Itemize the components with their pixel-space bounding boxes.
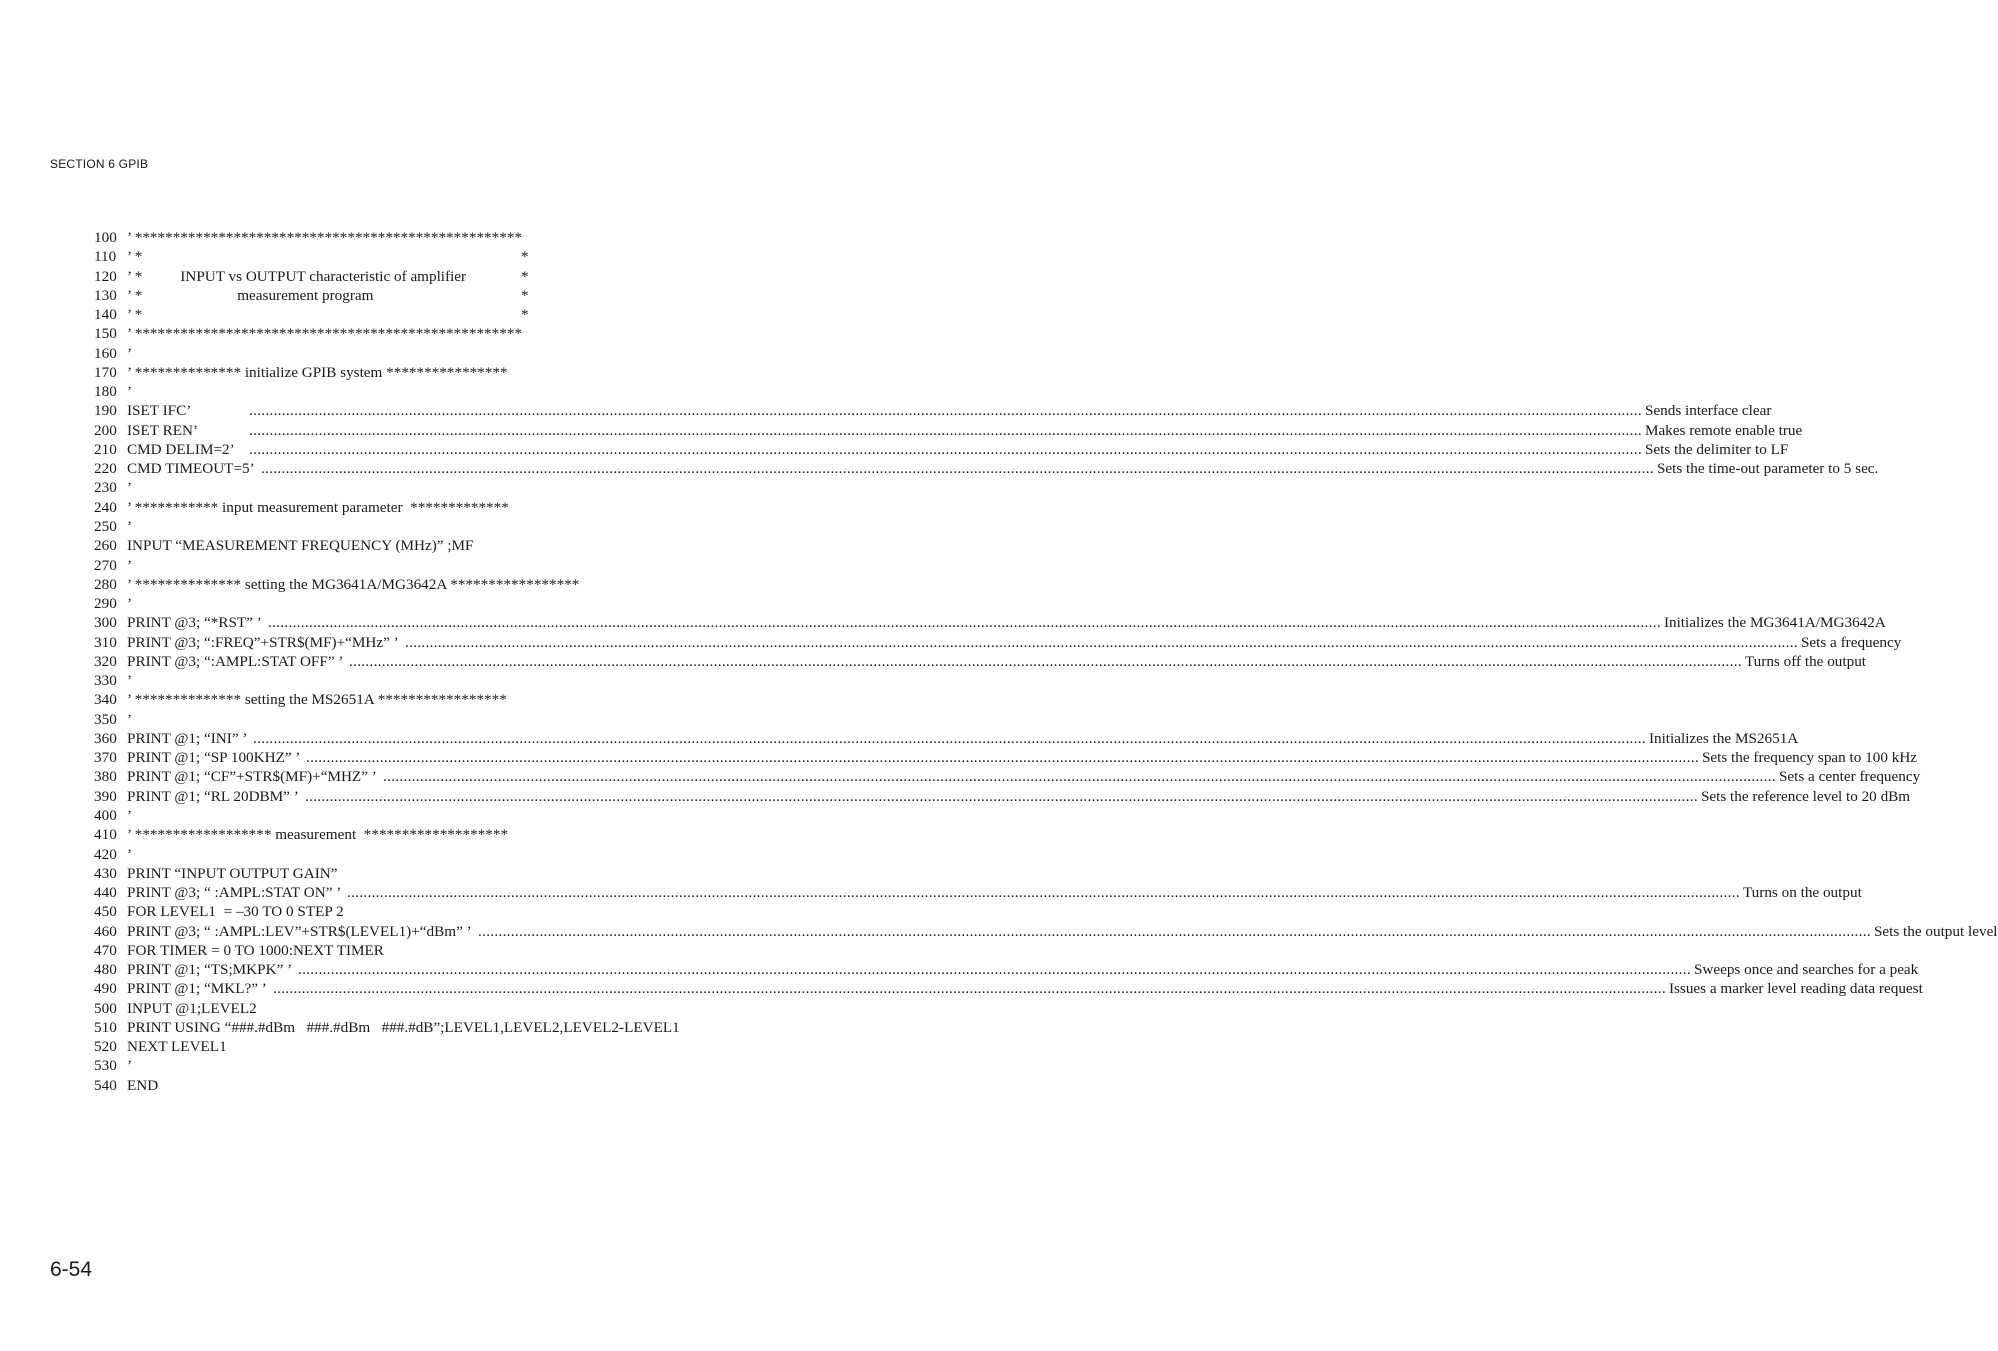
code-line — [94, 344, 837, 363]
line-description: Turns off the output — [1744, 652, 1867, 670]
section-header: SECTION 6 GPIB — [50, 157, 149, 171]
line-number: 290 — [94, 595, 117, 613]
description-leader — [261, 459, 1879, 478]
code-text: ’ *************************************************** — [127, 325, 523, 343]
code-text: PRINT @3; “ :AMPL:STAT ON” ’ — [127, 884, 342, 902]
code-text: ’ — [127, 556, 133, 574]
code-text: END — [127, 1076, 159, 1094]
code-line — [94, 845, 837, 864]
code-text: ’ * measurement program — [127, 286, 374, 304]
code-text: ’ — [127, 383, 133, 401]
line-description: Sweeps once and searches for a peak — [1693, 961, 1919, 979]
code-line — [94, 883, 1862, 902]
line-number: 370 — [94, 749, 117, 767]
code-text: ’ *************************************************** — [127, 229, 523, 246]
code-line — [94, 459, 1879, 478]
code-line — [94, 305, 837, 324]
line-number: 520 — [94, 1038, 117, 1056]
code-text: ’ — [127, 517, 133, 535]
line-number: 510 — [94, 1018, 117, 1036]
description-leader — [249, 401, 1772, 420]
line-description: Sets a center frequency — [1778, 768, 1921, 786]
line-number: 110 — [94, 248, 117, 266]
code-text: ’ — [127, 845, 133, 863]
line-number: 310 — [94, 633, 117, 651]
line-number: 150 — [94, 325, 117, 343]
line-description: Initializes the MG3641A/MG3642A — [1663, 614, 1886, 632]
line-number: 230 — [94, 479, 117, 497]
code-line — [94, 401, 1772, 420]
code-line — [94, 440, 1789, 459]
code-text: ’ — [127, 710, 133, 728]
code-line — [94, 671, 837, 690]
code-text: NEXT LEVEL1 — [127, 1038, 227, 1056]
line-number: 160 — [94, 344, 117, 362]
code-text: CMD TIMEOUT=5’ — [127, 460, 255, 478]
code-line — [94, 652, 1867, 671]
dot-leader: .................................................................................................................................................................................................................................................................................................................................................... — [349, 652, 1742, 670]
page-number: 6-54 — [50, 1258, 93, 1281]
code-line — [94, 633, 1902, 652]
description-leader — [349, 652, 1867, 671]
line-number: 200 — [94, 421, 117, 439]
code-text: FOR TIMER = 0 TO 1000:NEXT TIMER — [127, 941, 384, 959]
description-leader — [268, 613, 1886, 632]
comment-border-star: * — [521, 286, 529, 304]
line-number: 400 — [94, 806, 117, 824]
line-number: 250 — [94, 517, 117, 535]
code-line — [94, 324, 837, 343]
code-text: FOR LEVEL1 = –30 TO 0 STEP 2 — [127, 903, 344, 921]
line-number: 190 — [94, 402, 117, 420]
line-number: 450 — [94, 903, 117, 921]
program-listing — [94, 228, 1998, 1095]
line-number: 420 — [94, 845, 117, 863]
code-line — [94, 806, 837, 825]
description-leader — [298, 960, 1919, 979]
code-line — [94, 613, 1886, 632]
code-text: PRINT @1; “INI” ’ — [127, 729, 248, 747]
dot-leader: .................................................................................................................................................................................................................................................................................................................................................... — [249, 421, 1642, 439]
line-number: 210 — [94, 440, 117, 458]
description-leader — [305, 787, 1911, 806]
code-line — [94, 363, 837, 382]
code-text: CMD DELIM=2’ — [127, 440, 235, 458]
comment-border-star: * — [521, 267, 529, 285]
line-number: 480 — [94, 961, 117, 979]
code-text: ’ ****************** measurement ******************* — [127, 826, 509, 844]
line-description: Sets the time-out parameter to 5 sec. — [1656, 460, 1879, 478]
line-number: 500 — [94, 999, 117, 1017]
dot-leader: .................................................................................................................................................................................................................................................................................................................................................... — [305, 787, 1698, 805]
code-line — [94, 767, 1921, 786]
line-number: 300 — [94, 614, 117, 632]
code-text: PRINT @1; “TS;MKPK” ’ — [127, 961, 293, 979]
code-text: INPUT @1;LEVEL2 — [127, 999, 257, 1017]
dot-leader: .................................................................................................................................................................................................................................................................................................................................................... — [268, 614, 1661, 632]
line-number: 120 — [94, 267, 117, 285]
line-number: 470 — [94, 941, 117, 959]
line-description: Sets the frequency span to 100 kHz — [1701, 749, 1918, 767]
description-leader — [306, 748, 1918, 767]
code-text: ’ ************** setting the MG3641A/MG3642A ***************** — [127, 575, 580, 593]
code-text: ’ * — [127, 248, 143, 266]
code-text: ISET IFC’ — [127, 402, 192, 420]
line-description: Initializes the MS2651A — [1648, 729, 1799, 747]
line-number: 330 — [94, 672, 117, 690]
code-line — [94, 267, 837, 286]
code-line — [94, 575, 837, 594]
code-line — [94, 517, 837, 536]
dot-leader: .................................................................................................................................................................................................................................................................................................................................................... — [306, 749, 1699, 767]
code-line — [94, 748, 1918, 767]
line-number: 360 — [94, 729, 117, 747]
line-number: 240 — [94, 498, 117, 516]
description-leader — [347, 883, 1862, 902]
code-line — [94, 999, 837, 1018]
code-text: PRINT @1; “MKL?” ’ — [127, 980, 267, 998]
dot-leader: .................................................................................................................................................................................................................................................................................................................................................... — [249, 440, 1642, 458]
code-line — [94, 979, 1923, 998]
code-text: PRINT @3; “ :AMPL:LEV”+STR$(LEVEL1)+“dBm” ’ — [127, 922, 472, 940]
code-line — [94, 421, 1803, 440]
description-leader — [249, 440, 1789, 459]
code-text: ’ — [127, 672, 133, 690]
code-text: ’ * INPUT vs OUTPUT characteristic of amplifier — [127, 267, 467, 285]
code-text: PRINT @1; “SP 100KHZ” ’ — [127, 749, 301, 767]
line-number: 430 — [94, 864, 117, 882]
code-text: INPUT “MEASUREMENT FREQUENCY (MHz)” ;MF — [127, 537, 474, 555]
code-text: ’ — [127, 806, 133, 824]
line-description: Turns on the output — [1742, 884, 1862, 902]
code-line — [94, 1018, 837, 1037]
code-text: ’ — [127, 1057, 133, 1075]
dot-leader: .................................................................................................................................................................................................................................................................................................................................................... — [253, 729, 1646, 747]
line-number: 340 — [94, 691, 117, 709]
code-line — [94, 864, 837, 883]
code-line — [94, 690, 837, 709]
code-text: PRINT @3; “:FREQ”+STR$(MF)+“MHz” ’ — [127, 633, 399, 651]
code-text: ’ ************** initialize GPIB system **************** — [127, 363, 508, 381]
line-number: 180 — [94, 383, 117, 401]
code-text: ’ * — [127, 306, 143, 324]
code-line — [94, 478, 837, 497]
code-text: ’ *********** input measurement parameter ************* — [127, 498, 509, 516]
line-number: 380 — [94, 768, 117, 786]
code-line — [94, 902, 837, 921]
line-description: Makes remote enable true — [1644, 421, 1803, 439]
code-text: PRINT @1; “CF”+STR$(MF)+“MHZ” ’ — [127, 768, 377, 786]
line-description: Sets a frequency — [1800, 633, 1902, 651]
dot-leader: .................................................................................................................................................................................................................................................................................................................................................... — [347, 884, 1740, 902]
code-line — [94, 228, 837, 247]
line-number: 410 — [94, 826, 117, 844]
line-number: 270 — [94, 556, 117, 574]
description-leader — [253, 729, 1799, 748]
line-number: 530 — [94, 1057, 117, 1075]
code-line — [94, 498, 837, 517]
code-line — [94, 556, 837, 575]
line-number: 280 — [94, 575, 117, 593]
code-line — [94, 710, 837, 729]
code-text: ’ — [127, 595, 133, 613]
dot-leader: .................................................................................................................................................................................................................................................................................................................................................... — [249, 402, 1642, 420]
line-number: 460 — [94, 922, 117, 940]
line-number: 170 — [94, 363, 117, 381]
description-leader — [273, 979, 1923, 998]
line-number: 100 — [94, 229, 117, 246]
dot-leader: .................................................................................................................................................................................................................................................................................................................................................... — [478, 922, 1871, 940]
line-description: Sends interface clear — [1644, 402, 1772, 420]
code-line — [94, 594, 837, 613]
line-description: Sets the output level — [1873, 922, 1998, 940]
code-line — [94, 787, 1911, 806]
code-text: PRINT @1; “RL 20DBM” ’ — [127, 787, 299, 805]
code-text: ’ — [127, 479, 133, 497]
code-line — [94, 1076, 837, 1095]
dot-leader: .................................................................................................................................................................................................................................................................................................................................................... — [383, 768, 1776, 786]
code-text: ’ ************** setting the MS2651A ***************** — [127, 691, 507, 709]
line-number: 130 — [94, 286, 117, 304]
line-number: 490 — [94, 980, 117, 998]
dot-leader: .................................................................................................................................................................................................................................................................................................................................................... — [405, 633, 1798, 651]
comment-border-star: * — [521, 248, 529, 266]
code-line — [94, 382, 837, 401]
dot-leader: .................................................................................................................................................................................................................................................................................................................................................... — [298, 961, 1691, 979]
code-text: PRINT “INPUT OUTPUT GAIN” — [127, 864, 338, 882]
description-leader — [478, 922, 1998, 941]
line-description: Issues a marker level reading data request — [1668, 980, 1923, 998]
line-number: 390 — [94, 787, 117, 805]
line-number: 540 — [94, 1076, 117, 1094]
line-number: 320 — [94, 652, 117, 670]
line-description: Sets the delimiter to LF — [1644, 440, 1789, 458]
code-text: PRINT USING “###.#dBm ###.#dBm ###.#dB”;LEVEL1,LEVEL2,LEVEL2-LEVEL1 — [127, 1018, 680, 1036]
code-line — [94, 1037, 837, 1056]
code-line — [94, 729, 1799, 748]
code-line — [94, 941, 837, 960]
code-text: ’ — [127, 344, 133, 362]
line-number: 140 — [94, 306, 117, 324]
code-line — [94, 536, 837, 555]
dot-leader: .................................................................................................................................................................................................................................................................................................................................................... — [273, 980, 1666, 998]
code-line — [94, 286, 837, 305]
description-leader — [249, 421, 1803, 440]
line-number: 220 — [94, 460, 117, 478]
code-line — [94, 247, 837, 266]
code-line — [94, 825, 837, 844]
code-line — [94, 960, 1919, 979]
code-text: PRINT @3; “:AMPL:STAT OFF” ’ — [127, 652, 344, 670]
code-line — [94, 922, 1998, 941]
line-number: 440 — [94, 884, 117, 902]
line-number: 260 — [94, 537, 117, 555]
code-line — [94, 1056, 837, 1075]
code-text: ISET REN’ — [127, 421, 199, 439]
description-leader — [383, 767, 1921, 786]
dot-leader: .................................................................................................................................................................................................................................................................................................................................................... — [261, 460, 1654, 478]
code-text: PRINT @3; “*RST” ’ — [127, 614, 262, 632]
line-description: Sets the reference level to 20 dBm — [1700, 787, 1911, 805]
comment-border-star: * — [521, 306, 529, 324]
line-number: 350 — [94, 710, 117, 728]
description-leader — [405, 633, 1902, 652]
